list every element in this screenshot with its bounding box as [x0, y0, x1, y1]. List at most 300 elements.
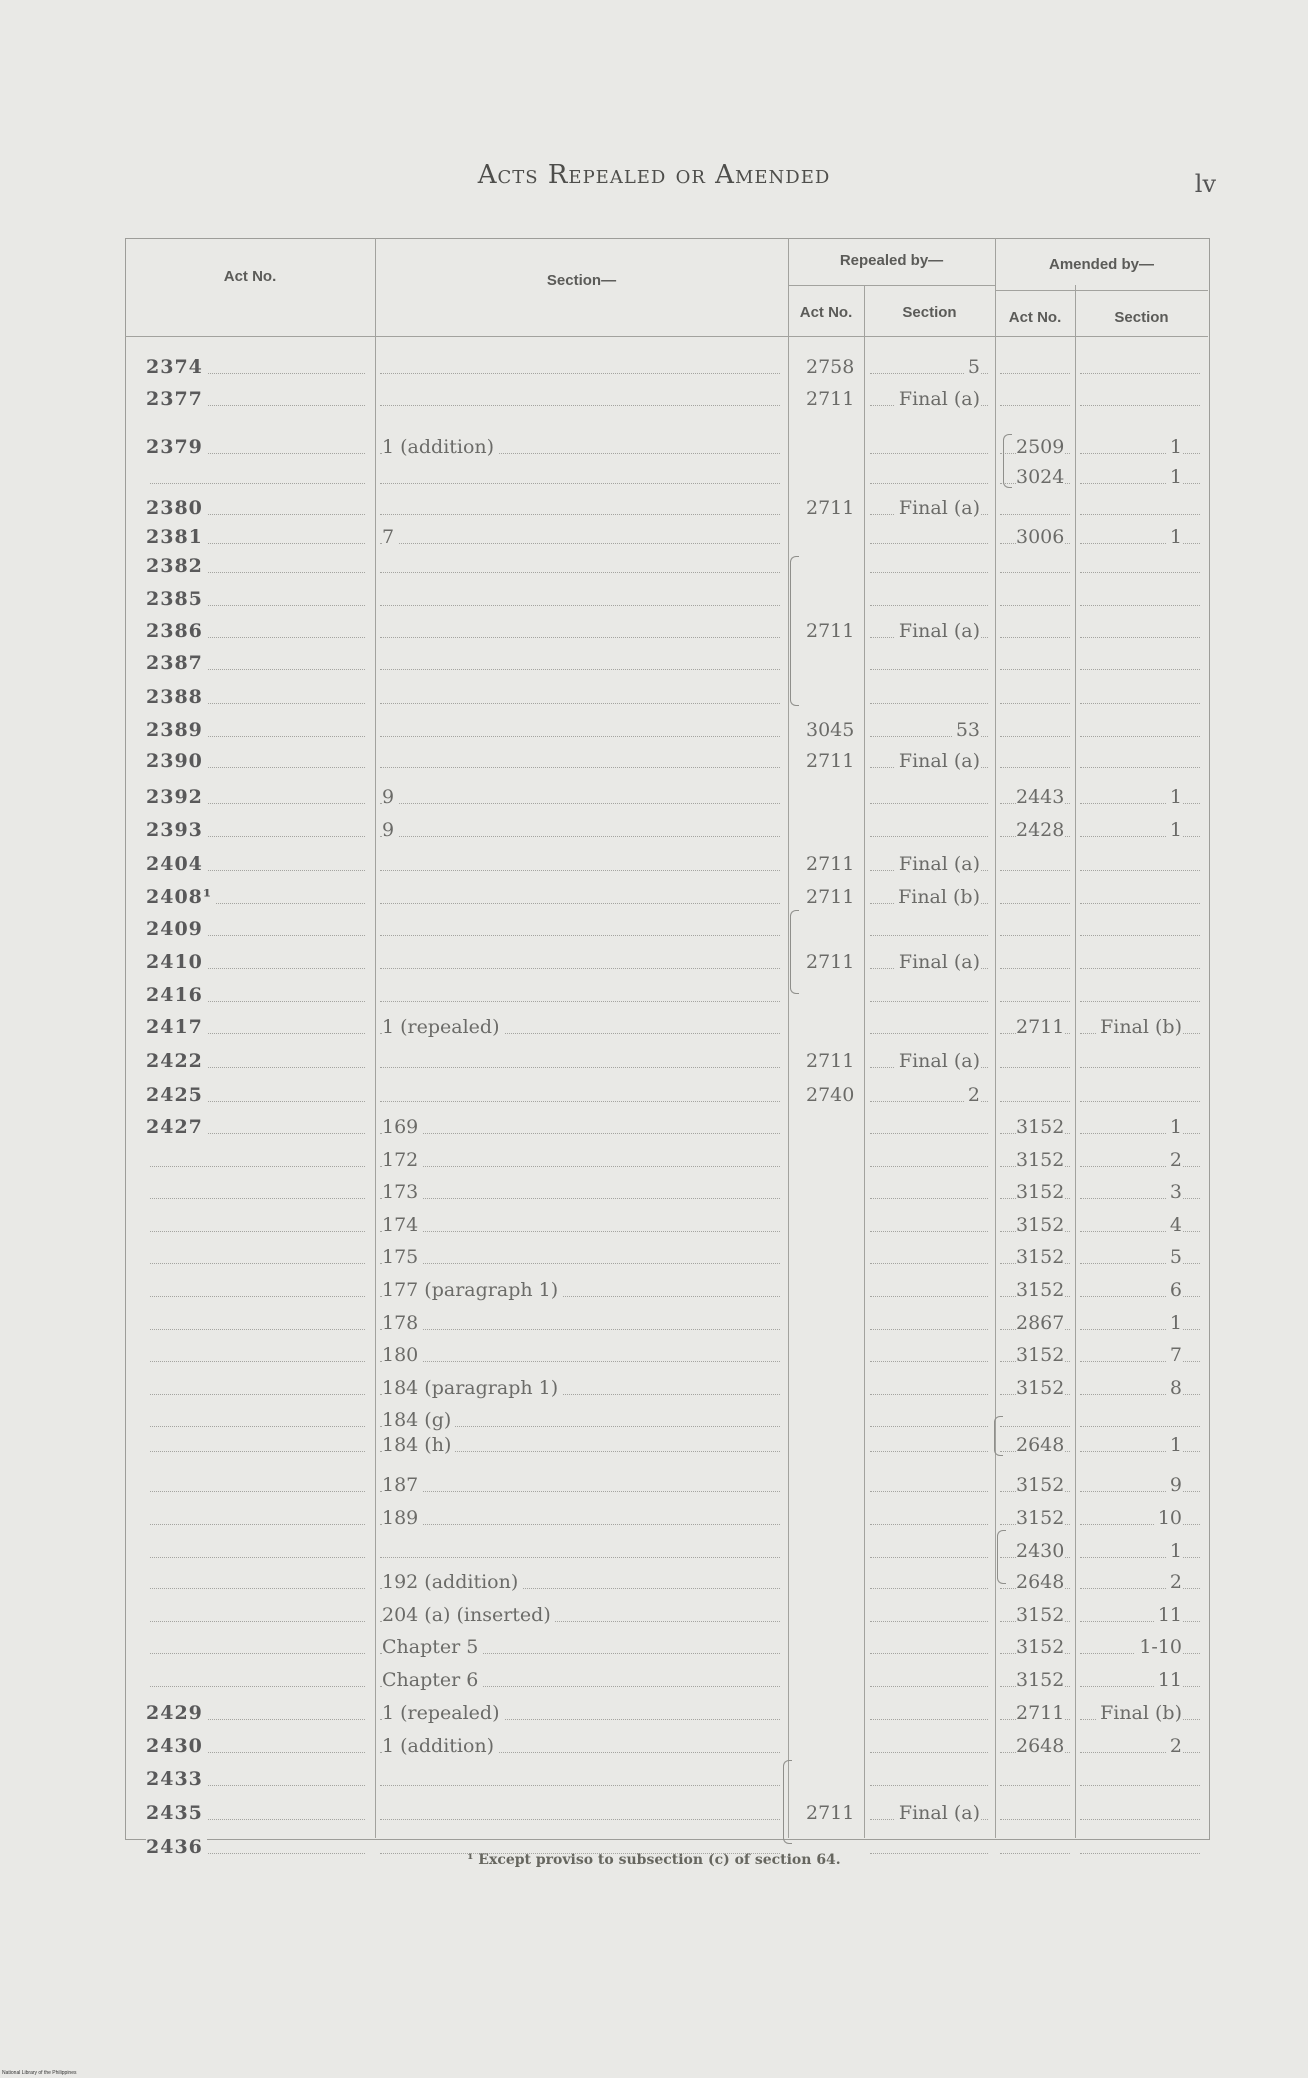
header-amended-act-no: Act No.	[1008, 309, 1062, 326]
leader-dots	[380, 1001, 780, 1002]
repealed-section: Final (a)	[895, 388, 980, 410]
leader-dots	[1080, 803, 1200, 804]
section-ref: Chapter 5	[382, 1636, 482, 1658]
leader-dots	[1080, 1451, 1200, 1452]
leader-dots	[870, 1001, 988, 1002]
amended-section: 11	[1154, 1604, 1182, 1626]
section-ref: 1 (addition)	[382, 436, 498, 458]
repealed-section: Final (a)	[895, 853, 980, 875]
amended-act: 3152	[1016, 1181, 1065, 1203]
table-row	[0, 1536, 1308, 1566]
amended-section: 9	[1166, 1474, 1182, 1496]
repealed-act: 2711	[806, 750, 855, 772]
leader-dots	[870, 1588, 988, 1589]
leader-dots	[380, 637, 780, 638]
section-ref: 175	[382, 1246, 422, 1268]
amended-section: 4	[1166, 1214, 1182, 1236]
leader-dots	[870, 1263, 988, 1264]
table-row	[0, 1470, 1308, 1500]
leader-dots	[150, 1557, 365, 1558]
leader-dots	[150, 1361, 365, 1362]
leader-dots	[870, 1491, 988, 1492]
section-ref: 187	[382, 1474, 422, 1496]
repealed-section: Final (a)	[895, 497, 980, 519]
leader-dots	[380, 373, 780, 374]
amended-act: 3024	[1016, 466, 1065, 488]
amended-section: 2	[1166, 1735, 1182, 1757]
leader-dots	[1000, 1001, 1070, 1002]
table-row	[0, 584, 1308, 614]
leader-dots	[150, 1686, 365, 1687]
table-row	[0, 1112, 1308, 1142]
amended-act: 3152	[1016, 1279, 1065, 1301]
leader-dots	[380, 935, 780, 936]
leader-dots	[1000, 736, 1070, 737]
amended-section: 1	[1166, 1434, 1182, 1456]
amended-section: 1	[1166, 786, 1182, 808]
leader-dots	[380, 1785, 780, 1786]
leader-dots	[1080, 1588, 1200, 1589]
section-ref: 9	[382, 786, 398, 808]
leader-dots	[1080, 1133, 1200, 1134]
amended-act: 2648	[1016, 1434, 1065, 1456]
leader-dots	[1000, 1101, 1070, 1102]
table-row	[0, 616, 1308, 646]
leader-dots	[870, 1231, 988, 1232]
section-ref: 1 (repealed)	[382, 1702, 504, 1724]
section-ref: 189	[382, 1507, 422, 1529]
leader-dots	[380, 1133, 780, 1134]
section-ref: 192 (addition)	[382, 1571, 522, 1593]
leader-dots	[1080, 1329, 1200, 1330]
act-number: 2381	[146, 526, 207, 548]
section-ref: 7	[382, 526, 398, 548]
library-credit: National Library of the Philippines	[2, 2070, 77, 2076]
leader-dots	[150, 1166, 365, 1167]
leader-dots	[870, 483, 988, 484]
section-ref: 174	[382, 1214, 422, 1236]
leader-dots	[1080, 1166, 1200, 1167]
repealed-act: 3045	[806, 719, 855, 741]
section-ref: Chapter 6	[382, 1669, 482, 1691]
act-number: 2393	[146, 819, 207, 841]
leader-dots	[380, 1231, 780, 1232]
amended-act: 2443	[1016, 786, 1065, 808]
leader-dots	[870, 1719, 988, 1720]
leader-dots	[380, 572, 780, 573]
repealed-act: 2711	[806, 497, 855, 519]
leader-dots	[380, 1524, 780, 1525]
leader-dots	[380, 1491, 780, 1492]
act-number: 2410	[146, 951, 207, 973]
repealed-act: 2740	[806, 1084, 855, 1106]
amended-section: 1	[1166, 819, 1182, 841]
leader-dots	[380, 803, 780, 804]
table-row	[0, 493, 1308, 523]
leader-dots	[380, 514, 780, 515]
table-row	[0, 746, 1308, 776]
leader-dots	[1000, 405, 1070, 406]
leader-dots	[1080, 1101, 1200, 1102]
leader-dots	[870, 836, 988, 837]
brace	[994, 1416, 1003, 1456]
table-row	[0, 432, 1308, 462]
leader-dots	[150, 1296, 365, 1297]
amended-act: 3152	[1016, 1377, 1065, 1399]
leader-dots	[380, 703, 780, 704]
leader-dots	[1080, 903, 1200, 904]
leader-dots	[380, 405, 780, 406]
leader-dots	[1000, 1426, 1070, 1427]
leader-dots	[870, 703, 988, 704]
leader-dots	[1080, 1198, 1200, 1199]
leader-dots	[380, 870, 780, 871]
leader-dots	[150, 1524, 365, 1525]
leader-dots	[1080, 543, 1200, 544]
table-row	[0, 1080, 1308, 1110]
leader-dots	[380, 483, 780, 484]
leader-dots	[1080, 1819, 1200, 1820]
leader-dots	[1080, 572, 1200, 573]
section-ref: 184 (h)	[382, 1434, 455, 1456]
table-row	[0, 947, 1308, 977]
leader-dots	[870, 1524, 988, 1525]
amended-section: 3	[1166, 1181, 1182, 1203]
leader-dots	[870, 935, 988, 936]
leader-dots	[870, 1686, 988, 1687]
header-rule	[788, 285, 995, 286]
leader-dots	[1080, 514, 1200, 515]
amended-act: 3152	[1016, 1149, 1065, 1171]
table-row	[0, 1600, 1308, 1630]
amended-section: 1	[1166, 526, 1182, 548]
repealed-section: Final (b)	[894, 886, 980, 908]
leader-dots	[380, 543, 780, 544]
leader-dots	[1080, 1752, 1200, 1753]
amended-act: 2428	[1016, 819, 1065, 841]
leader-dots	[870, 1394, 988, 1395]
leader-dots	[1080, 1686, 1200, 1687]
amended-section: 1-10	[1135, 1636, 1182, 1658]
table-row	[0, 1430, 1308, 1460]
leader-dots	[380, 1557, 780, 1558]
leader-dots	[380, 736, 780, 737]
leader-dots	[1080, 703, 1200, 704]
table-row	[0, 1275, 1308, 1305]
table-row	[0, 1373, 1308, 1403]
amended-act: 3152	[1016, 1474, 1065, 1496]
amended-act: 3152	[1016, 1344, 1065, 1366]
leader-dots	[870, 543, 988, 544]
repealed-section: 53	[952, 719, 980, 741]
leader-dots	[150, 1231, 365, 1232]
act-number: 2433	[146, 1768, 207, 1790]
table-row	[0, 1177, 1308, 1207]
table-row	[0, 462, 1308, 492]
table-row	[0, 1764, 1308, 1794]
leader-dots	[1000, 903, 1070, 904]
leader-dots	[1080, 870, 1200, 871]
section-ref: 184 (paragraph 1)	[382, 1377, 562, 1399]
leader-dots	[380, 968, 780, 969]
leader-dots	[1000, 373, 1070, 374]
leader-dots	[1080, 1231, 1200, 1232]
leader-dots	[1080, 1296, 1200, 1297]
amended-section: 7	[1166, 1344, 1182, 1366]
header-repealed-section: Section	[902, 304, 957, 321]
leader-dots	[380, 903, 780, 904]
act-number: 2389	[146, 719, 207, 741]
footnote: ¹ Except proviso to subsection (c) of section 64.	[467, 1852, 841, 1868]
leader-dots	[1000, 703, 1070, 704]
leader-dots	[1080, 483, 1200, 484]
act-number: 2379	[146, 436, 207, 458]
leader-dots	[150, 1653, 365, 1654]
amended-act: 2648	[1016, 1735, 1065, 1757]
table-row	[0, 914, 1308, 944]
leader-dots	[870, 803, 988, 804]
leader-dots	[380, 605, 780, 606]
amended-act: 3152	[1016, 1507, 1065, 1529]
table-row	[0, 980, 1308, 1010]
amended-section: 1	[1166, 436, 1182, 458]
amended-act: 2711	[1016, 1016, 1065, 1038]
table-row	[0, 1046, 1308, 1076]
leader-dots	[870, 453, 988, 454]
section-ref: 1 (repealed)	[382, 1016, 504, 1038]
act-number: 2385	[146, 588, 207, 610]
amended-act: 3152	[1016, 1669, 1065, 1691]
leader-dots	[870, 1785, 988, 1786]
amended-section: 1	[1166, 1312, 1182, 1334]
leader-dots	[1000, 572, 1070, 573]
section-ref: 180	[382, 1344, 422, 1366]
leader-dots	[870, 1166, 988, 1167]
leader-dots	[150, 1198, 365, 1199]
act-number: 2387	[146, 652, 207, 674]
header-rule	[995, 290, 1208, 291]
header-amended-by: Amended by—	[1048, 256, 1154, 273]
leader-dots	[150, 1426, 365, 1427]
leader-dots	[1080, 935, 1200, 936]
table-row	[0, 715, 1308, 745]
leader-dots	[870, 1198, 988, 1199]
section-ref: 177 (paragraph 1)	[382, 1279, 562, 1301]
leader-dots	[1080, 1426, 1200, 1427]
leader-dots	[1080, 405, 1200, 406]
repealed-act: 2711	[806, 620, 855, 642]
leader-dots	[870, 1621, 988, 1622]
page-title: Acts Repealed or Amended	[477, 160, 831, 190]
amended-act: 3152	[1016, 1636, 1065, 1658]
section-ref: 169	[382, 1116, 422, 1138]
repealed-section: Final (a)	[895, 750, 980, 772]
leader-dots	[380, 1329, 780, 1330]
section-ref: 204 (a) (inserted)	[382, 1604, 555, 1626]
amended-section: 1	[1166, 1116, 1182, 1138]
leader-dots	[1000, 1785, 1070, 1786]
table-row	[0, 782, 1308, 812]
leader-dots	[380, 1263, 780, 1264]
repealed-act: 2711	[806, 1802, 855, 1824]
header-repealed-by: Repealed by—	[839, 252, 944, 269]
brace	[790, 556, 799, 706]
amended-act: 2648	[1016, 1571, 1065, 1593]
leader-dots	[380, 836, 780, 837]
leader-dots	[150, 1588, 365, 1589]
leader-dots	[870, 1653, 988, 1654]
act-number: 2374	[146, 356, 207, 378]
leader-dots	[1080, 836, 1200, 837]
repealed-act: 2711	[806, 853, 855, 875]
header-amended-section: Section	[1114, 309, 1169, 326]
repealed-section: Final (a)	[895, 620, 980, 642]
leader-dots	[1080, 1394, 1200, 1395]
table-row	[0, 1665, 1308, 1695]
leader-dots	[150, 1491, 365, 1492]
act-number: 2427	[146, 1116, 207, 1138]
brace	[790, 910, 799, 994]
act-number: 2425	[146, 1084, 207, 1106]
act-number: 2380	[146, 497, 207, 519]
table-row	[0, 1340, 1308, 1370]
leader-dots	[870, 1361, 988, 1362]
leader-dots	[1000, 767, 1070, 768]
act-number: 2386	[146, 620, 207, 642]
act-number: 2436	[146, 1836, 207, 1858]
act-number: 2388	[146, 686, 207, 708]
act-number: 2382	[146, 555, 207, 577]
header-rule	[125, 336, 1208, 337]
leader-dots	[870, 1296, 988, 1297]
leader-dots	[380, 669, 780, 670]
leader-dots	[1000, 605, 1070, 606]
amended-act: 2867	[1016, 1312, 1065, 1334]
leader-dots	[1080, 637, 1200, 638]
repealed-act: 2758	[806, 356, 855, 378]
table-row	[0, 384, 1308, 414]
table-row	[0, 522, 1308, 552]
repealed-section: 5	[964, 356, 980, 378]
leader-dots	[1000, 637, 1070, 638]
act-number: 2416	[146, 984, 207, 1006]
amended-section: Final (b)	[1096, 1016, 1182, 1038]
leader-dots	[1080, 767, 1200, 768]
repealed-section: Final (a)	[895, 1802, 980, 1824]
act-number: 2417	[146, 1016, 207, 1038]
leader-dots	[1080, 736, 1200, 737]
table-row	[0, 648, 1308, 678]
leader-dots	[1080, 669, 1200, 670]
amended-section: 6	[1166, 1279, 1182, 1301]
amended-act: 3152	[1016, 1116, 1065, 1138]
leader-dots	[870, 572, 988, 573]
amended-section: 1	[1166, 466, 1182, 488]
leader-dots	[380, 1101, 780, 1102]
repealed-act: 2711	[806, 1050, 855, 1072]
repealed-act: 2711	[806, 388, 855, 410]
table-row	[0, 1632, 1308, 1662]
amended-section: 8	[1166, 1377, 1182, 1399]
table-row	[0, 1308, 1308, 1338]
act-number: 2404	[146, 853, 207, 875]
leader-dots	[1000, 870, 1070, 871]
leader-dots	[150, 1621, 365, 1622]
act-number: 2430	[146, 1735, 207, 1757]
act-number: 2392	[146, 786, 207, 808]
leader-dots	[380, 1198, 780, 1199]
leader-dots	[870, 1752, 988, 1753]
leader-dots	[150, 1329, 365, 1330]
leader-dots	[1080, 968, 1200, 969]
table-row	[0, 352, 1308, 382]
table-row	[0, 1731, 1308, 1761]
table-row	[0, 1012, 1308, 1042]
amended-act: 3152	[1016, 1214, 1065, 1236]
amended-act: 3006	[1016, 526, 1065, 548]
leader-dots	[150, 1263, 365, 1264]
act-number: 2390	[146, 750, 207, 772]
repealed-act: 2711	[806, 951, 855, 973]
leader-dots	[870, 1133, 988, 1134]
section-ref: 9	[382, 819, 398, 841]
act-number: 2409	[146, 918, 207, 940]
table-row	[0, 849, 1308, 879]
leader-dots	[380, 767, 780, 768]
leader-dots	[870, 1033, 988, 1034]
amended-act: 3152	[1016, 1604, 1065, 1626]
leader-dots	[380, 1067, 780, 1068]
table-row	[0, 1698, 1308, 1728]
leader-dots	[1080, 1067, 1200, 1068]
section-ref: 172	[382, 1149, 422, 1171]
table-row	[0, 1567, 1308, 1597]
amended-act: 2430	[1016, 1540, 1065, 1562]
section-ref: 1 (addition)	[382, 1735, 498, 1757]
leader-dots	[870, 1329, 988, 1330]
table-row	[0, 551, 1308, 581]
section-ref: 173	[382, 1181, 422, 1203]
section-ref: 178	[382, 1312, 422, 1334]
leader-dots	[1080, 1491, 1200, 1492]
amended-section: 2	[1166, 1149, 1182, 1171]
leader-dots	[1080, 1263, 1200, 1264]
leader-dots	[380, 1819, 780, 1820]
repealed-section: Final (a)	[895, 1050, 980, 1072]
section-ref: 184 (g)	[382, 1409, 455, 1431]
act-number: 2429	[146, 1702, 207, 1724]
leader-dots	[1080, 1785, 1200, 1786]
leader-dots	[1080, 373, 1200, 374]
act-number: 2435	[146, 1802, 207, 1824]
table-row	[0, 882, 1308, 912]
amended-section: Final (b)	[1096, 1702, 1182, 1724]
leader-dots	[870, 1426, 988, 1427]
leader-dots	[1080, 1557, 1200, 1558]
amended-section: 5	[1166, 1246, 1182, 1268]
leader-dots	[1080, 1001, 1200, 1002]
leader-dots	[1000, 968, 1070, 969]
repealed-section: Final (a)	[895, 951, 980, 973]
leader-dots	[1080, 1621, 1200, 1622]
table-row	[0, 815, 1308, 845]
repealed-section: 2	[964, 1084, 980, 1106]
leader-dots	[1080, 1524, 1200, 1525]
table-row	[0, 1242, 1308, 1272]
header-act-no: Act No.	[223, 268, 277, 285]
brace	[997, 1530, 1006, 1584]
table-row	[0, 1145, 1308, 1175]
